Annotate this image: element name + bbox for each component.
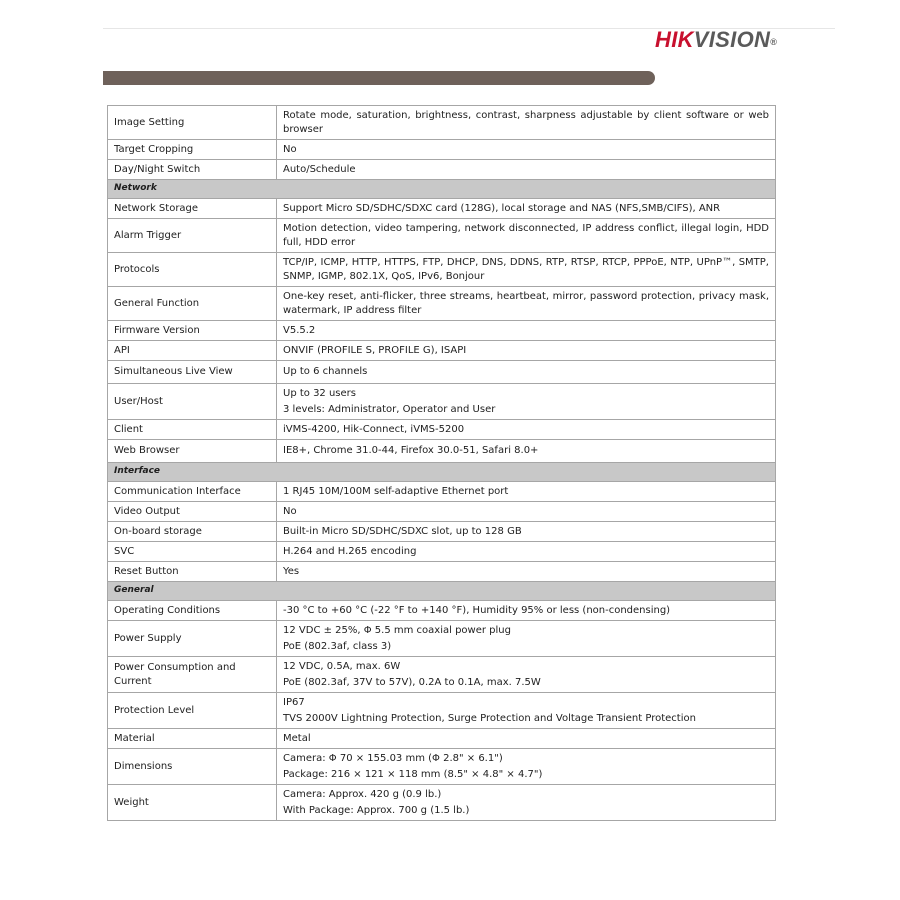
specification-table bbox=[107, 105, 776, 821]
spec-value bbox=[277, 502, 776, 522]
spec-value-line: TVS 2000V Lightning Protection, Surge Protection and Voltage Transient Protection bbox=[283, 712, 696, 724]
spec-value-line: Motion detection, video tampering, network disconnected, IP address conflict, illegal login, HDD full, HDD error bbox=[283, 223, 769, 248]
section-title: Network bbox=[108, 180, 776, 199]
spec-value bbox=[277, 420, 776, 440]
spec-value bbox=[277, 542, 776, 562]
spec-row bbox=[108, 341, 776, 361]
spec-value-line: V5.5.2 bbox=[283, 324, 316, 336]
spec-value bbox=[277, 657, 776, 693]
spec-row bbox=[108, 287, 776, 321]
spec-row bbox=[108, 601, 776, 621]
spec-row bbox=[108, 562, 776, 582]
spec-label: Video Output bbox=[108, 502, 277, 522]
section-title: Interface bbox=[108, 463, 776, 482]
spec-row bbox=[108, 729, 776, 749]
spec-label: Dimensions bbox=[108, 749, 277, 785]
spec-value bbox=[277, 219, 776, 253]
spec-label: API bbox=[108, 341, 277, 361]
spec-value bbox=[277, 440, 776, 463]
spec-value-line: -30 °C to +60 °C (-22 °F to +140 °F), Humidity 95% or less (non-condensing) bbox=[283, 604, 671, 616]
spec-row bbox=[108, 420, 776, 440]
spec-label: Material bbox=[108, 729, 277, 749]
spec-value-line: With Package: Approx. 700 g (1.5 lb.) bbox=[283, 804, 470, 816]
spec-label: User/Host bbox=[108, 384, 277, 420]
spec-value bbox=[277, 199, 776, 219]
spec-label: Target Cropping bbox=[108, 140, 277, 160]
spec-value bbox=[277, 693, 776, 729]
spec-value-line: Package: 216 × 121 × 118 mm (8.5" × 4.8" × 4.7") bbox=[283, 768, 543, 780]
spec-value bbox=[277, 361, 776, 384]
spec-row bbox=[108, 522, 776, 542]
spec-row bbox=[108, 140, 776, 160]
spec-value-line: iVMS-4200, Hik-Connect, iVMS-5200 bbox=[283, 423, 465, 435]
spec-row bbox=[108, 160, 776, 180]
spec-value-line: ONVIF (PROFILE S, PROFILE G), ISAPI bbox=[283, 344, 467, 356]
spec-value-line: 12 VDC, 0.5A, max. 6W bbox=[283, 661, 401, 672]
spec-value-line: One-key reset, anti-flicker, three streams, heartbeat, mirror, password protection, privacy mask, watermark, IP address filter bbox=[283, 291, 769, 316]
spec-value-line: 1 RJ45 10M/100M self-adaptive Ethernet port bbox=[283, 485, 509, 497]
spec-value bbox=[277, 522, 776, 542]
spec-value bbox=[277, 253, 776, 287]
spec-label: Operating Conditions bbox=[108, 601, 277, 621]
spec-row bbox=[108, 219, 776, 253]
spec-value bbox=[277, 729, 776, 749]
spec-value-line: PoE (802.3af, 37V to 57V), 0.2A to 0.1A, max. 7.5W bbox=[283, 676, 541, 688]
spec-value-line: Built-in Micro SD/SDHC/SDXC slot, up to 128 GB bbox=[283, 525, 522, 537]
spec-label: Firmware Version bbox=[108, 321, 277, 341]
spec-label: Reset Button bbox=[108, 562, 277, 582]
spec-row bbox=[108, 199, 776, 219]
spec-row bbox=[108, 440, 776, 463]
spec-label: Protocols bbox=[108, 253, 277, 287]
spec-value bbox=[277, 749, 776, 785]
spec-row bbox=[108, 657, 776, 693]
spec-label: Web Browser bbox=[108, 440, 277, 463]
spec-value bbox=[277, 785, 776, 821]
spec-row bbox=[108, 542, 776, 562]
spec-value-line: IE8+, Chrome 31.0-44, Firefox 30.0-51, Safari 8.0+ bbox=[283, 445, 539, 457]
spec-value bbox=[277, 321, 776, 341]
spec-value-line: TCP/IP, ICMP, HTTP, HTTPS, FTP, DHCP, DNS, DDNS, RTP, RTSP, RTCP, PPPoE, NTP, UPnP™, SMTP, SNMP, IGMP, 802.1X, QoS, IPv6, Bonjour bbox=[283, 257, 769, 282]
section-title: General bbox=[108, 582, 776, 601]
spec-value-line: Metal bbox=[283, 732, 311, 744]
spec-value bbox=[277, 601, 776, 621]
spec-label: Power Supply bbox=[108, 621, 277, 657]
spec-row bbox=[108, 253, 776, 287]
spec-label: Communication Interface bbox=[108, 482, 277, 502]
section-header-row bbox=[108, 180, 776, 199]
spec-row bbox=[108, 106, 776, 140]
spec-label: On-board storage bbox=[108, 522, 277, 542]
spec-row bbox=[108, 502, 776, 522]
spec-label: Client bbox=[108, 420, 277, 440]
spec-value-line: No bbox=[283, 505, 297, 517]
spec-value bbox=[277, 140, 776, 160]
spec-label: Weight bbox=[108, 785, 277, 821]
spec-value-line: 12 VDC ± 25%, Φ 5.5 mm coaxial power plug bbox=[283, 625, 511, 636]
spec-label: SVC bbox=[108, 542, 277, 562]
spec-row bbox=[108, 693, 776, 729]
spec-value-line: Auto/Schedule bbox=[283, 163, 356, 175]
spec-value-line: No bbox=[283, 143, 297, 155]
spec-label: Simultaneous Live View bbox=[108, 361, 277, 384]
spec-label: Network Storage bbox=[108, 199, 277, 219]
spec-value-line: Up to 6 channels bbox=[283, 366, 368, 378]
spec-row bbox=[108, 361, 776, 384]
spec-value-line: 3 levels: Administrator, Operator and User bbox=[283, 403, 496, 415]
spec-value-line: PoE (802.3af, class 3) bbox=[283, 640, 392, 652]
spec-value-line: Support Micro SD/SDHC/SDXC card (128G), local storage and NAS (NFS,SMB/CIFS), ANR bbox=[283, 202, 721, 214]
spec-value-line: Rotate mode, saturation, brightness, contrast, sharpness adjustable by client software or web browser bbox=[283, 110, 769, 135]
spec-value bbox=[277, 562, 776, 582]
spec-label: Alarm Trigger bbox=[108, 219, 277, 253]
hikvision-logo: HIKVISION® bbox=[655, 27, 778, 52]
spec-value bbox=[277, 341, 776, 361]
spec-value bbox=[277, 384, 776, 420]
spec-label: General Function bbox=[108, 287, 277, 321]
spec-row bbox=[108, 482, 776, 502]
spec-row bbox=[108, 749, 776, 785]
section-header-row bbox=[108, 463, 776, 482]
spec-row bbox=[108, 321, 776, 341]
spec-value bbox=[277, 287, 776, 321]
spec-row bbox=[108, 785, 776, 821]
spec-value-line: Yes bbox=[283, 565, 300, 577]
spec-value-line: H.264 and H.265 encoding bbox=[283, 545, 417, 557]
spec-value bbox=[277, 106, 776, 140]
spec-row bbox=[108, 384, 776, 420]
spec-label: Day/Night Switch bbox=[108, 160, 277, 180]
decorative-header-bar bbox=[103, 71, 655, 85]
spec-value bbox=[277, 621, 776, 657]
section-header-row bbox=[108, 582, 776, 601]
spec-value-line: IP67 bbox=[283, 697, 305, 708]
spec-value-line: Camera: Φ 70 × 155.03 mm (Φ 2.8" × 6.1") bbox=[283, 753, 503, 764]
spec-value-line: Up to 32 users bbox=[283, 388, 356, 399]
spec-value bbox=[277, 482, 776, 502]
spec-value-line: Camera: Approx. 420 g (0.9 lb.) bbox=[283, 789, 442, 800]
spec-label: Protection Level bbox=[108, 693, 277, 729]
spec-value bbox=[277, 160, 776, 180]
spec-label: Power Consumption and Current bbox=[108, 657, 277, 693]
spec-label: Image Setting bbox=[108, 106, 277, 140]
spec-row bbox=[108, 621, 776, 657]
